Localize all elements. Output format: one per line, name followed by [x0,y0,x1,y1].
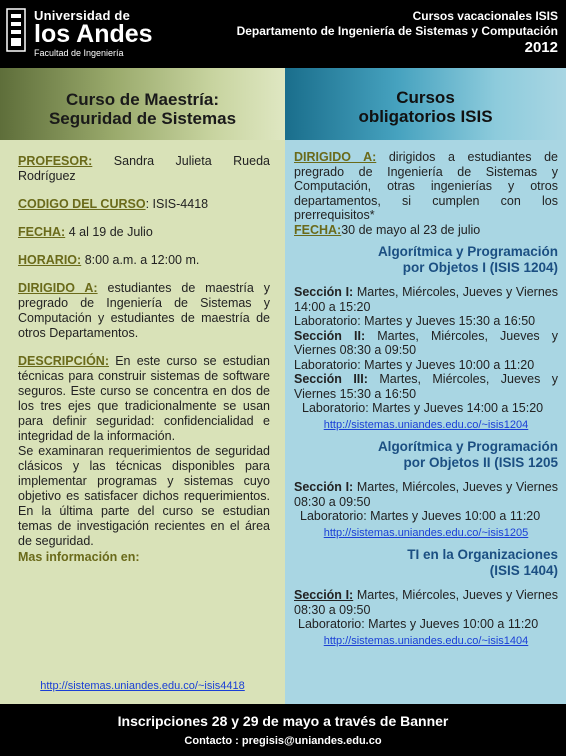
right-title-line2: obligatorios ISIS [358,107,493,126]
course-1205-link-row [294,526,558,541]
course-1204-link[interactable]: http://sistemas.uniandes.edu.co/~isis1204 [323,418,529,431]
course-1404-s1-lab: Laboratorio: Martes y Jueves 10:00 a 11:20 [298,617,539,631]
right-title [285,88,566,126]
codigo-row [18,197,270,212]
course-1204-s1 [294,285,558,314]
course-1205-s1-value: Martes, Miércoles, Jueves y Viernes 08:30 a 09:50 [294,480,558,509]
mas-info-label: Mas información en: [18,550,140,564]
course-1204-s2-value: Martes, Miércoles, Jueves y Viernes 08:30 a 09:50 [294,328,558,357]
course-1204-title-line1: Algorítmica y Programación [377,244,558,259]
course-1204-s2-label: Sección II: [294,328,366,343]
fecha-label: FECHA: [18,225,66,239]
left-body [18,154,270,565]
header-line2: Departamento de Ingeniería de Sistemas y Computación [236,24,558,38]
right-title-line1: Cursos [396,88,455,107]
profesor-label: PROFESOR: [18,154,93,168]
left-panel [0,68,285,704]
course-1204-title-line2: por Objetos I (ISIS 1204) [402,260,558,275]
course-1404-title-line1: TI en la Organizaciones [407,547,558,562]
course-1205-s1-label: Sección I: [294,480,354,494]
course-1204-s1-lab: Laboratorio: Martes y Jueves 15:30 a 16:50 [294,314,536,328]
fecha-row [18,225,270,240]
left-title [0,90,285,128]
right-dirigido-value: dirigidos a estudiantes de pregrado de Ingeniería de Sistemas y Computación, otras ingenierías y otros departamentos, si cumplen con los prerrequisitos* [294,150,558,222]
right-fecha-value: 30 de mayo al 23 de julio [341,222,481,237]
course-1404-s1-label: Sección I: [294,588,354,602]
course-1404-title-line2: (ISIS 1404) [489,563,558,578]
logo-university-line2: los Andes [34,20,153,48]
horario-value: 8:00 a.m. a 12:00 m. [84,253,200,267]
right-fecha-row [294,223,558,238]
dirigido-value: estudiantes de maestría y pregrado de Ingeniería de Sistemas y Computación y estudiantes de maestría de otros Departamentos. [18,281,270,340]
footer-contacto: Contacto : pregisis@uniandes.edu.co [184,735,382,747]
course-1404-link[interactable]: http://sistemas.uniandes.edu.co/~isis1404 [323,634,529,647]
profesor-value: Sandra Julieta Rueda Rodríguez [18,154,270,183]
course-1404-title [294,547,558,579]
header [0,0,566,68]
course-4418-link[interactable]: http://sistemas.uniandes.edu.co/~isis4418 [40,680,245,692]
course-1205-title [294,439,558,471]
dirigido-label: DIRIGIDO A: [18,281,98,295]
course-1205-s1 [294,480,558,509]
right-fecha-label: FECHA: [294,222,342,237]
descripcion-row [18,354,270,444]
course-1205-title-line2: por Objetos II (ISIS 1205 [403,455,558,470]
course-1204-s3 [294,372,558,401]
descripcion-label: DESCRIPCIÓN: [18,354,109,368]
university-logo [6,6,153,62]
descripcion-paragraph2: Se examinaran requerimientos de seguridad clásicos y las técnicas disponibles para implementar programas y sistemas cuyo objetivo es satisfacer dichos requerimientos. En la última parte del curso se estudian temas de investigación recientes en el área de seguridad. [18,444,270,548]
footer [0,704,566,756]
university-seal-icon [6,8,26,52]
left-title-line2: Seguridad de Sistemas [48,109,237,128]
right-body [294,150,558,650]
profesor-row [18,154,270,184]
fecha-value: 4 al 19 de Julio [68,225,153,239]
course-1204-s1-value: Martes, Miércoles, Jueves y Viernes 14:00 a 15:20 [294,285,558,314]
footer-inscripciones: Inscripciones 28 y 29 de mayo a través de Banner [117,713,449,729]
course-1204-title [294,244,558,276]
course-1204-link-row [294,418,558,433]
course-1204-s2-lab: Laboratorio: Martes y Jueves 10:00 a 11:20 [294,357,535,372]
course-1404-s1 [294,588,558,617]
codigo-value: : ISIS-4418 [145,197,209,211]
course-1204-s3-label: Sección III: [294,372,368,386]
left-link-row [0,680,285,692]
dirigido-row [18,281,270,341]
course-1205-link[interactable]: http://sistemas.uniandes.edu.co/~isis1205 [323,526,529,539]
header-line1: Cursos vacacionales ISIS [412,9,558,23]
course-1205-s1-lab: Laboratorio: Martes y Jueves 10:00 a 11:20 [300,509,541,523]
logo-university-line1: Universidad de [34,8,130,23]
codigo-label: CODIGO DEL CURSO [18,197,146,211]
course-1204-s2 [294,329,558,358]
course-1204-s3-value: Martes, Miércoles, Jueves y Viernes 15:30 a 16:50 [294,372,558,401]
left-title-line1: Curso de Maestría: [65,90,220,109]
right-dirigido-label: DIRIGIDO A: [294,150,377,164]
course-1205-title-line1: Algorítmica y Programación [377,439,558,454]
course-1404-s1-value: Martes, Miércoles, Jueves y Viernes 08:30 a 09:50 [294,588,558,617]
right-dirigido-row [294,150,558,223]
descripcion-value: En este curso se estudian técnicas para construir sistemas de software seguros. Este curso se concentra en dos de los tres ejes que tradicionalmente se usan para definir seguridad: confidencialidad e integridad de la información. [18,354,270,443]
right-panel [285,68,566,704]
horario-row [18,253,270,268]
course-1204-s1-label: Sección I: [294,285,354,299]
logo-faculty: Facultad de Ingeniería [34,48,124,58]
header-year: 2012 [524,39,558,56]
header-text [237,9,558,57]
course-1404-link-row [294,634,558,649]
course-1204-s3-lab: Laboratorio: Martes y Jueves 14:00 a 15:20 [302,401,544,415]
horario-label: HORARIO: [18,253,82,267]
